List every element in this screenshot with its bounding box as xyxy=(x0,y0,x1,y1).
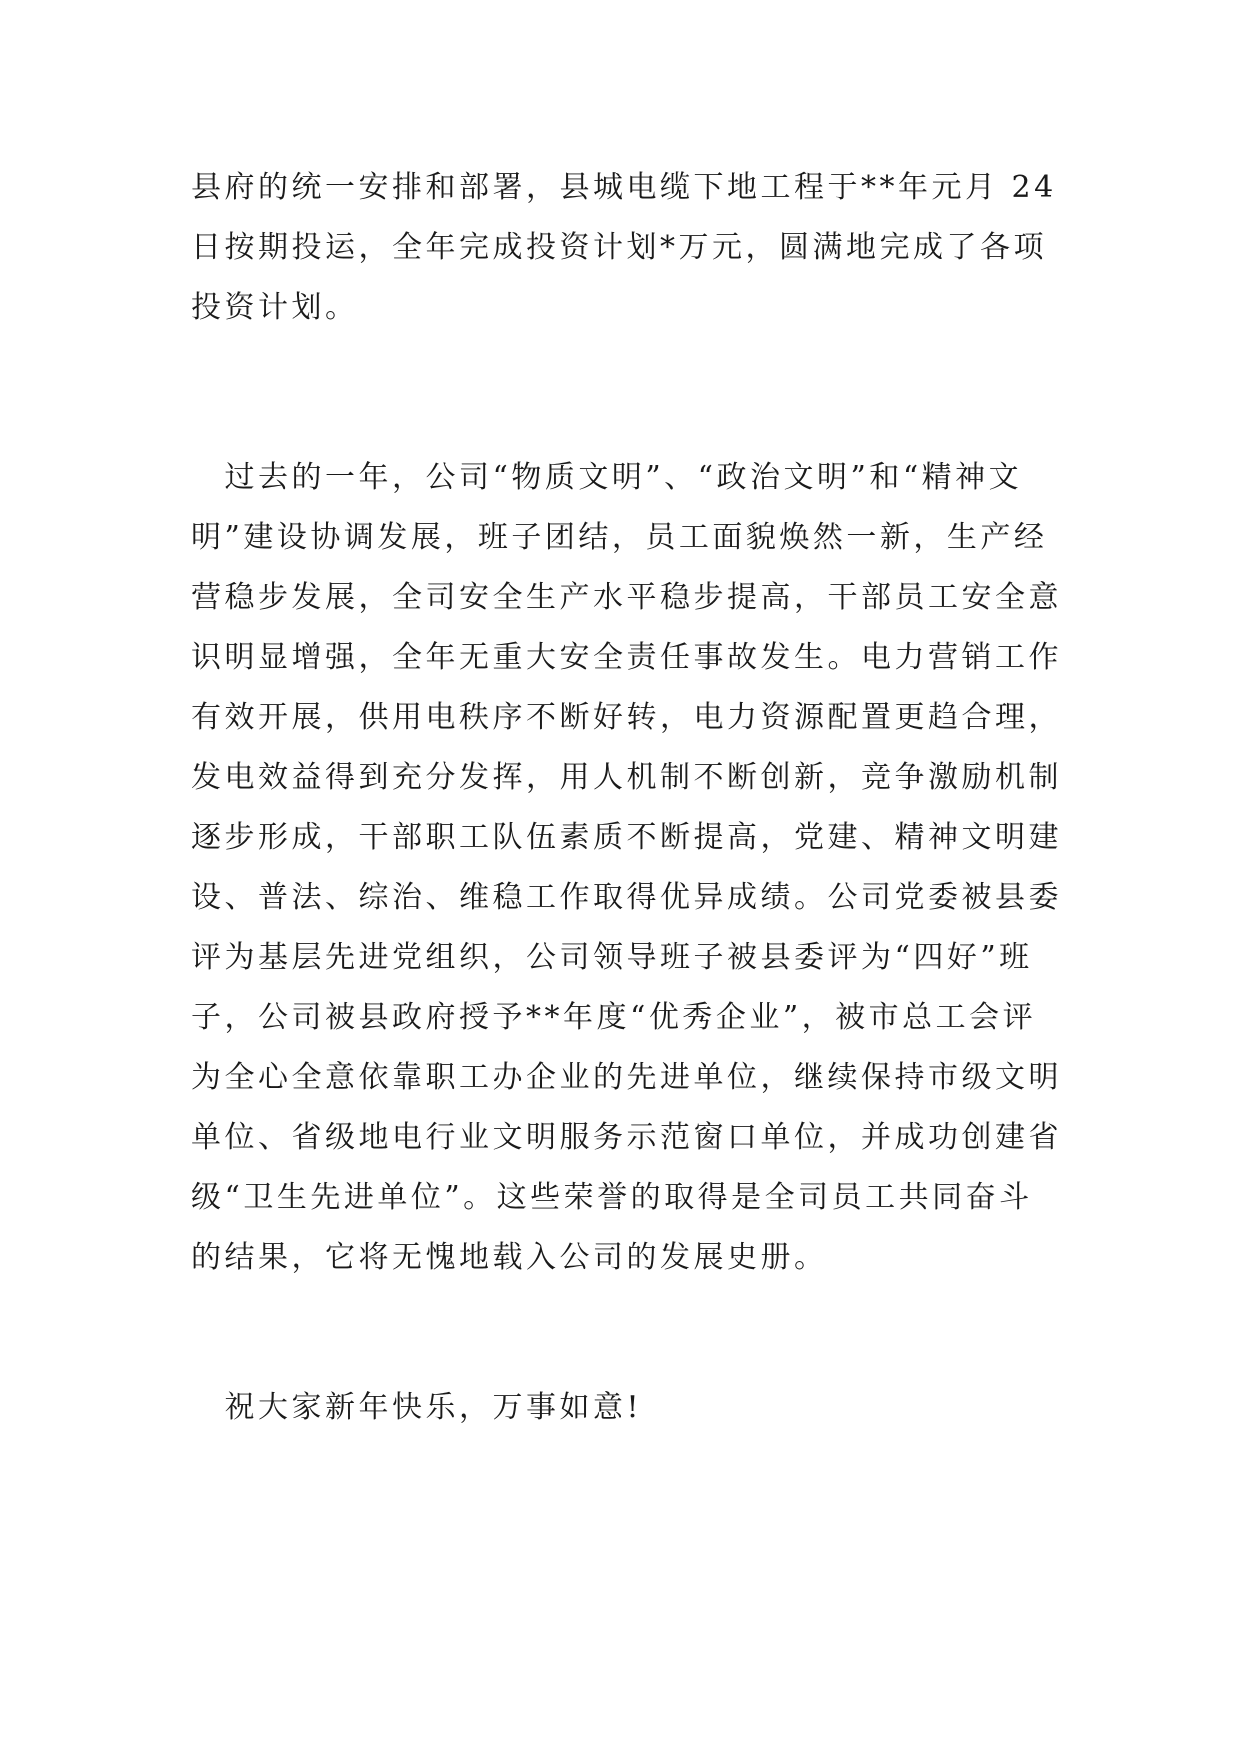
paragraph-line: 日按期投运，全年完成投资计划*万元，圆满地完成了各项 xyxy=(191,230,1047,265)
paragraph-line: 的结果，它将无愧地载入公司的发展史册。 xyxy=(191,1240,828,1275)
paragraph-line: 营稳步发展，全司安全生产水平稳步提高，干部员工安全意 xyxy=(191,580,1062,615)
paragraph-line: 过去的一年，公司“物质文明”、“政治文明”和“精神文 xyxy=(191,460,1023,495)
paragraph-line: 为全心全意依靠职工办企业的先进单位，继续保持市级文明 xyxy=(191,1060,1062,1095)
paragraph-line: 县府的统一安排和部署，县城电缆下地工程于**年元月 24 xyxy=(191,170,1057,205)
paragraph-line: 投资计划。 xyxy=(191,290,359,325)
paragraph-line: 识明显增强，全年无重大安全责任事故发生。电力营销工作 xyxy=(191,640,1062,675)
paragraph-investment xyxy=(191,158,1057,338)
closing-greeting xyxy=(191,1378,1051,1438)
paragraph-line: 发电效益得到充分发挥，用人机制不断创新，竞争激励机制 xyxy=(191,760,1062,795)
paragraph-line: 明”建设协调发展，班子团结，员工面貌焕然一新，生产经 xyxy=(191,520,1048,555)
paragraph-line: 单位、省级地电行业文明服务示范窗口单位，并成功创建省 xyxy=(191,1120,1062,1155)
paragraph-year-review xyxy=(191,448,1062,1288)
paragraph-line: 设、普法、综治、维稳工作取得优异成绩。公司党委被县委 xyxy=(191,880,1062,915)
paragraph-line: 逐步形成，干部职工队伍素质不断提高，党建、精神文明建 xyxy=(191,820,1062,855)
greeting-line: 祝大家新年快乐，万事如意! xyxy=(191,1390,643,1425)
paragraph-line: 级“卫生先进单位”。这些荣誉的取得是全司员工共同奋斗 xyxy=(191,1180,1033,1215)
paragraph-line: 子，公司被县政府授予**年度“优秀企业”，被市总工会评 xyxy=(191,1000,1037,1035)
paragraph-line: 有效开展，供用电秩序不断好转，电力资源配置更趋合理， xyxy=(191,700,1062,735)
paragraph-line: 评为基层先进党组织，公司领导班子被县委评为“四好”班 xyxy=(191,940,1033,975)
